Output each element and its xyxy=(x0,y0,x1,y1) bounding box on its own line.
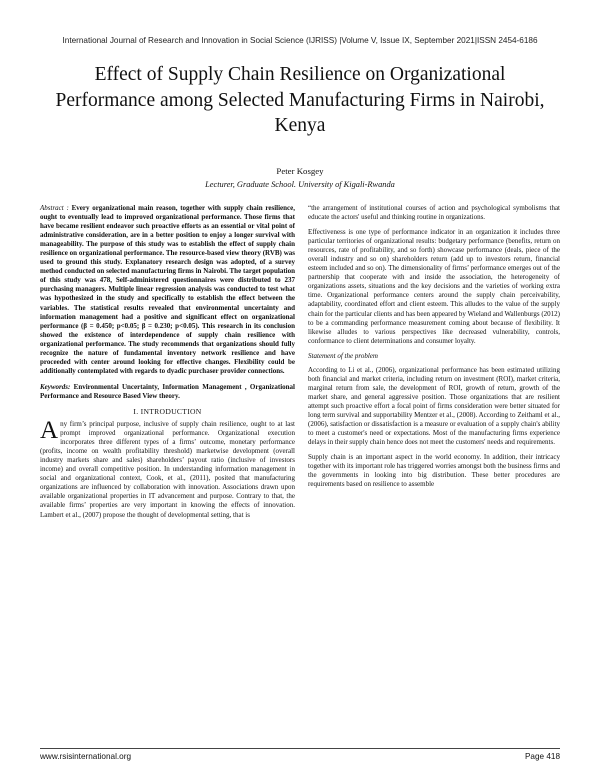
paragraph-supply-chain: Supply chain is an important aspect in the world economy. In addition, their intricacy together with its important role has triggered worries amongst both the business firms and the governments in looking into big distribution. These better procedures are requirements based on resilience to assemble xyxy=(308,453,560,489)
right-column xyxy=(308,204,560,495)
introduction-heading: I. INTRODUCTION xyxy=(133,406,202,416)
keywords-label: Keywords: xyxy=(40,382,71,391)
running-header: International Journal of Research and Innovation in Social Science (IJRISS) |Volume V, Issue IX, September 2021|ISSN 2454-6186 xyxy=(62,36,538,45)
footer-website: www.rsisinternational.org xyxy=(40,752,132,761)
paragraph-continuation: “the arrangement of institutional courses of action and psychological symbolisms that educate the actors' useful and thinking routine in organizations. xyxy=(308,204,560,222)
introduction-text: ny firm’s principal purpose, inclusive of supply chain resilience, ought to at last prompt improved organizational performance. Organizational execution incorporates three different types of a firms’ outcome, monetary performance (profits, income on wealth profitability threshold) marketwise development (overall industry markets share and sales) shareholders’ payout ratio (inclusive of investors income) and overall competitive position. In understanding information management in social and organizational context, Cook, et al., (2011), posited that manufacturing organizations are influenced by collaboration with innovation. Associations drawn upon available organizational properties in IT advancement and purpose. Contrary to that, the available firms’ properties are very important in knowing the effects of innovation. Lambert et al., (2007) propose the thought of developmental setting, that is xyxy=(40,420,295,519)
footer-page-number: Page 418 xyxy=(524,752,560,761)
keywords-text: Environmental Uncertainty, Information Management , Organizational Performance and Resource Based View theory. xyxy=(40,382,295,400)
introduction-paragraph xyxy=(40,417,295,520)
left-column xyxy=(40,204,295,526)
abstract-label: Abstract : xyxy=(40,204,69,212)
paper-title: Effect of Supply Chain Resilience on Organizational Performance among Selected Manufacturing Firms in Nairobi, Kenya xyxy=(55,64,545,136)
footer-rule xyxy=(40,748,560,749)
abstract-text: Every organizational main reason, together with supply chain resilience, ought to eventually lead to improved organizational performance. Those firms that have became resilient endeavor such proactive efforts as an essential or vital point of administrative consideration, are in a better position to enjoy a longer survival with manageability. The purpose of this study was to establish the effect of supply chain resilience on organizational performance. The resource-based view theory (RVB) was used to ground this study. Explanatory research design was adopted, of a survey method conducted on selected manufacturing firms in Nairobi. The target population of this study was 478, Self-administered questionnaires were distributed to 237 purchasing managers. Multiple linear regression analysis was conducted to test what was hypothesized in the study and specifically to establish the effect between the variables. The statistical results revealed that environmental uncertainty and information management had a positive and significant effect on organizational performance (β = 0.450; p<0.05; β = 0.230; p<0.05). This research in its conclusion showed the existence of interdependence of supply chain resilience with organizational performance. The study recommends that organizations should fully recognize the nature of fundamental inventory network resilience and have proceeded with center around looking for effective changes. Flexibility could be additionally contemplated with regards to dyadic purchaser provider connections. xyxy=(40,204,295,375)
paragraph-problem: According to Li et al., (2006), organizational performance has been estimated utilizing both financial and market criteria, including return on investment (ROI), market criteria, marginal return from sale, the development of ROI, growth of return, growth of the market share, and general aggressive position. Those organizations that are resilient attempt such proactive effort a focal point of firms consideration were better situated for long term survival and supportability Mentzer et al., (2008). According to Zeithaml et al., (2006), satisfaction or dissatisfaction is a measure or evaluation of a supply chain's ability to meet a customer's need or expectations. Most of the manufacturing firms experience delays in their supply chain hence does not meet the customers' needs and requirements. xyxy=(308,365,560,447)
abstract xyxy=(40,204,295,376)
author-affiliation: Lecturer, Graduate School. University of Kigali-Rwanda xyxy=(205,180,395,189)
keywords xyxy=(40,383,295,401)
author-name: Peter Kosgey xyxy=(276,166,324,176)
paragraph-effectiveness: Effectiveness is one type of performance indicator in an organization it includes three particular territories of organizational results: budgetary performance (benefits, return on resources, rate of profitability, and so forth) showcase performance (deals, piece of the overall industry and so on) shareholders return (add up to investors return, financial esteem included and so on). The dimensionality of firms’ performance emerges out of the partnership that cooperate with and inside the association, the heterogeneity of organizations assets, situations and the key decisions and the varieties of working extra time. Organizational performance centers around the supply chain perceivability, adaptability, coordinated effort and client esteem. This alludes to the value of the supply chain for the particular clients and has been appeared by Wieland and Wallenburgs (2012) to be a commanding performance measurement coming about because of flexibility. It likewise alludes to various perspectives like decreased vulnerability, controls, conformance to client determinations and consumer loyalty. xyxy=(308,228,560,345)
statement-of-problem-heading: Statement of the problem xyxy=(308,351,378,360)
drop-cap: A xyxy=(40,417,59,445)
